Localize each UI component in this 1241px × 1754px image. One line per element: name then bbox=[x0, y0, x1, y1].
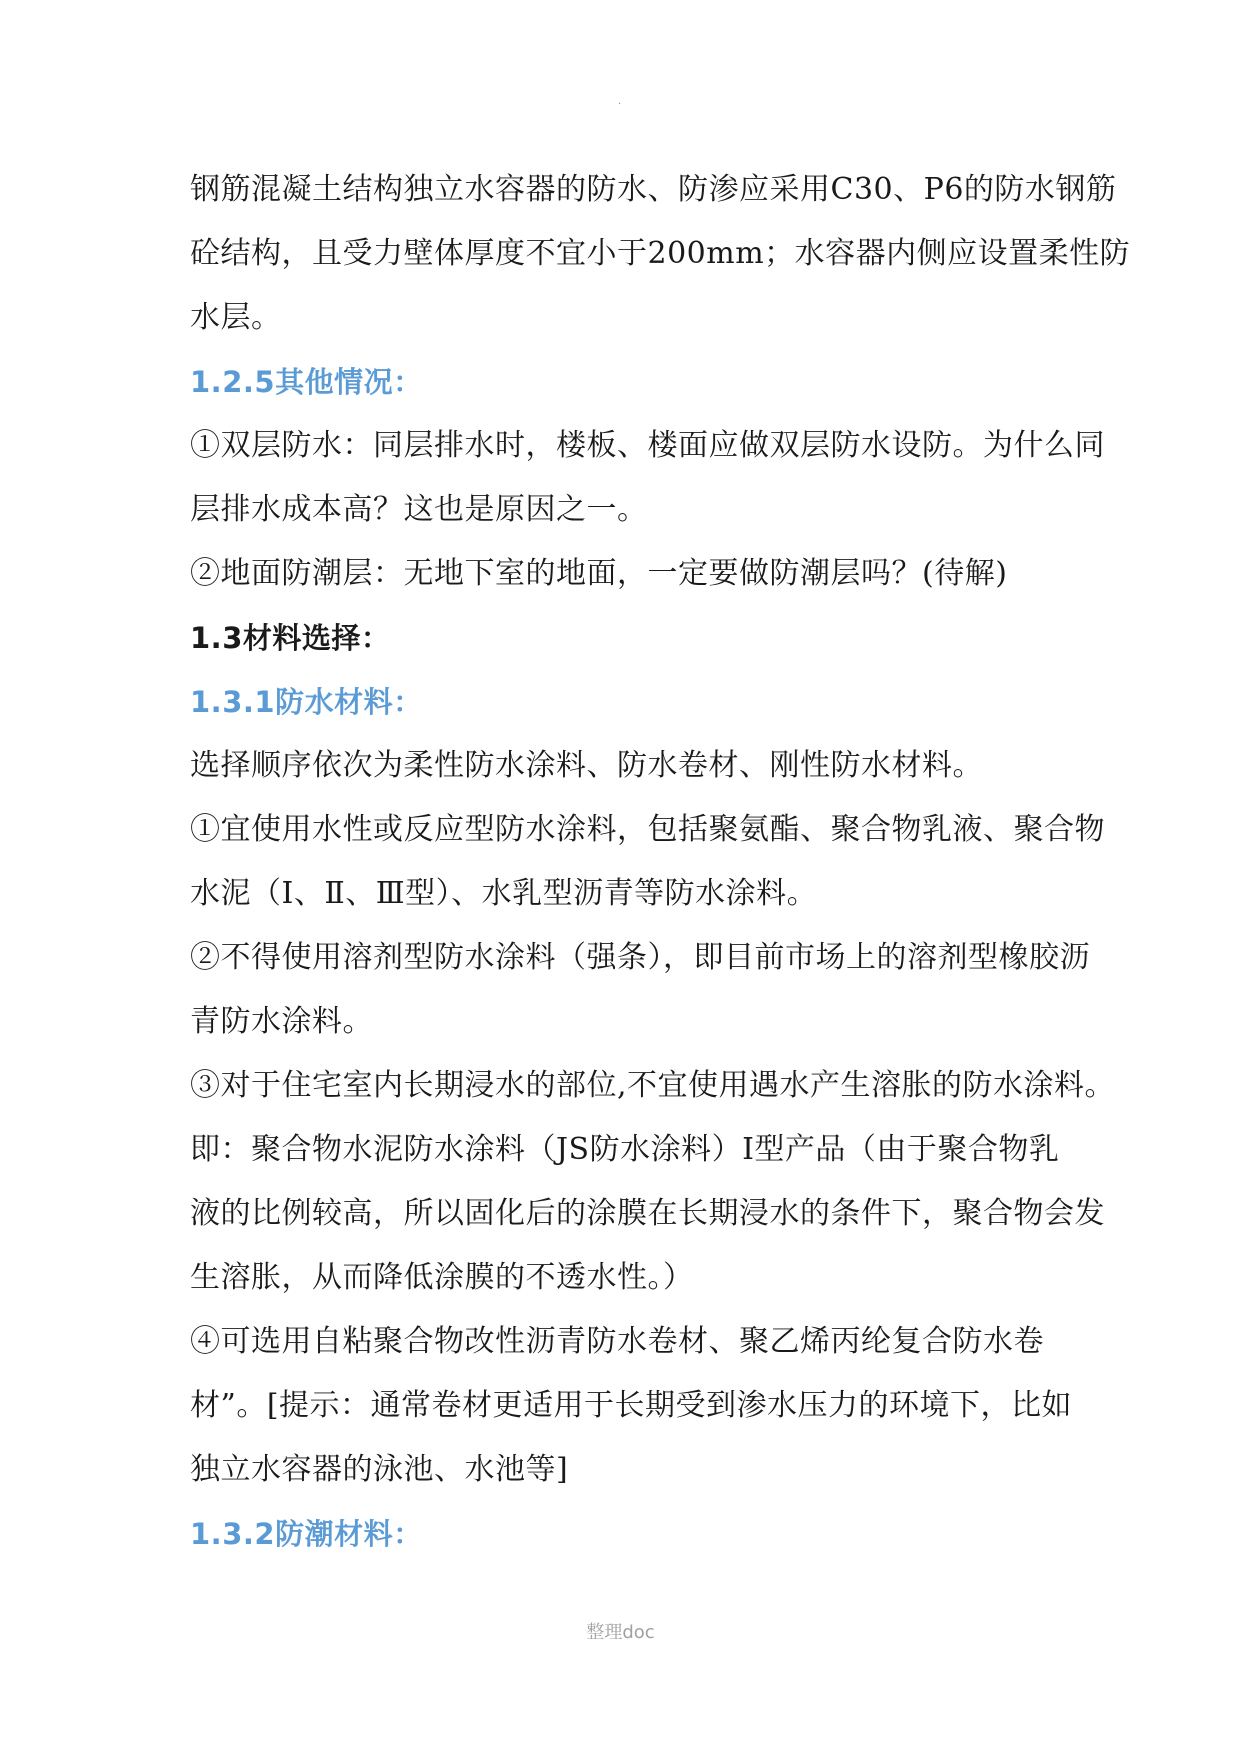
body-line: ③对于住宅室内长期浸水的部位,不宜使用遇水产生溶胀的防水涂料。 bbox=[190, 1068, 1116, 1103]
body-line: 生溶胀，从而降低涂膜的不透水性。） bbox=[190, 1260, 694, 1295]
section-heading-1-2-5: 1.2.5其他情况： bbox=[190, 365, 423, 399]
header-mark: . bbox=[618, 96, 622, 107]
body-line: 即：聚合物水泥防水涂料（JS防水涂料）Ⅰ型产品（由于聚合物乳 bbox=[190, 1132, 1060, 1167]
body-line: ②地面防潮层：无地下室的地面，一定要做防潮层吗？(待解) bbox=[190, 556, 1008, 591]
section-heading-1-3-1: 1.3.1防水材料： bbox=[190, 685, 423, 719]
body-line: ①宜使用水性或反应型防水涂料，包括聚氨酯、聚合物乳液、聚合物 bbox=[190, 812, 1105, 847]
section-heading-1-3: 1.3材料选择： bbox=[190, 621, 391, 655]
body-line: ①双层防水：同层排水时，楼板、楼面应做双层防水设防。为什么同 bbox=[190, 428, 1105, 463]
body-line: 青防水涂料。 bbox=[190, 1004, 373, 1039]
body-line: ④可选用自粘聚合物改性沥青防水卷材、聚乙烯丙纶复合防水卷 bbox=[190, 1324, 1044, 1359]
document-body bbox=[190, 158, 1131, 1566]
body-line: ②不得使用溶剂型防水涂料（强条），即目前市场上的溶剂型橡胶沥 bbox=[190, 940, 1090, 975]
body-line: 层排水成本高？这也是原因之一。 bbox=[190, 492, 648, 527]
body-line: 水层。 bbox=[190, 300, 282, 335]
body-line: 砼结构，且受力壁体厚度不宜小于200mm；水容器内侧应设置柔性防 bbox=[190, 236, 1131, 271]
section-heading-1-3-2: 1.3.2防潮材料： bbox=[190, 1517, 423, 1551]
page-footer: 整理doc bbox=[586, 1622, 655, 1643]
body-line: 选择顺序依次为柔性防水涂料、防水卷材、刚性防水材料。 bbox=[190, 748, 983, 783]
body-line: 液的比例较高，所以固化后的涂膜在长期浸水的条件下，聚合物会发 bbox=[190, 1196, 1105, 1231]
body-line: 水泥（Ⅰ、Ⅱ、Ⅲ型）、水乳型沥青等防水涂料。 bbox=[190, 876, 818, 911]
body-line: 独立水容器的泳池、水池等] bbox=[190, 1452, 569, 1487]
body-line: 材”。[提示：通常卷材更适用于长期受到渗水压力的环境下，比如 bbox=[190, 1388, 1073, 1423]
body-line: 钢筋混凝土结构独立水容器的防水、防渗应采用C30、P6的防水钢筋 bbox=[190, 172, 1117, 207]
